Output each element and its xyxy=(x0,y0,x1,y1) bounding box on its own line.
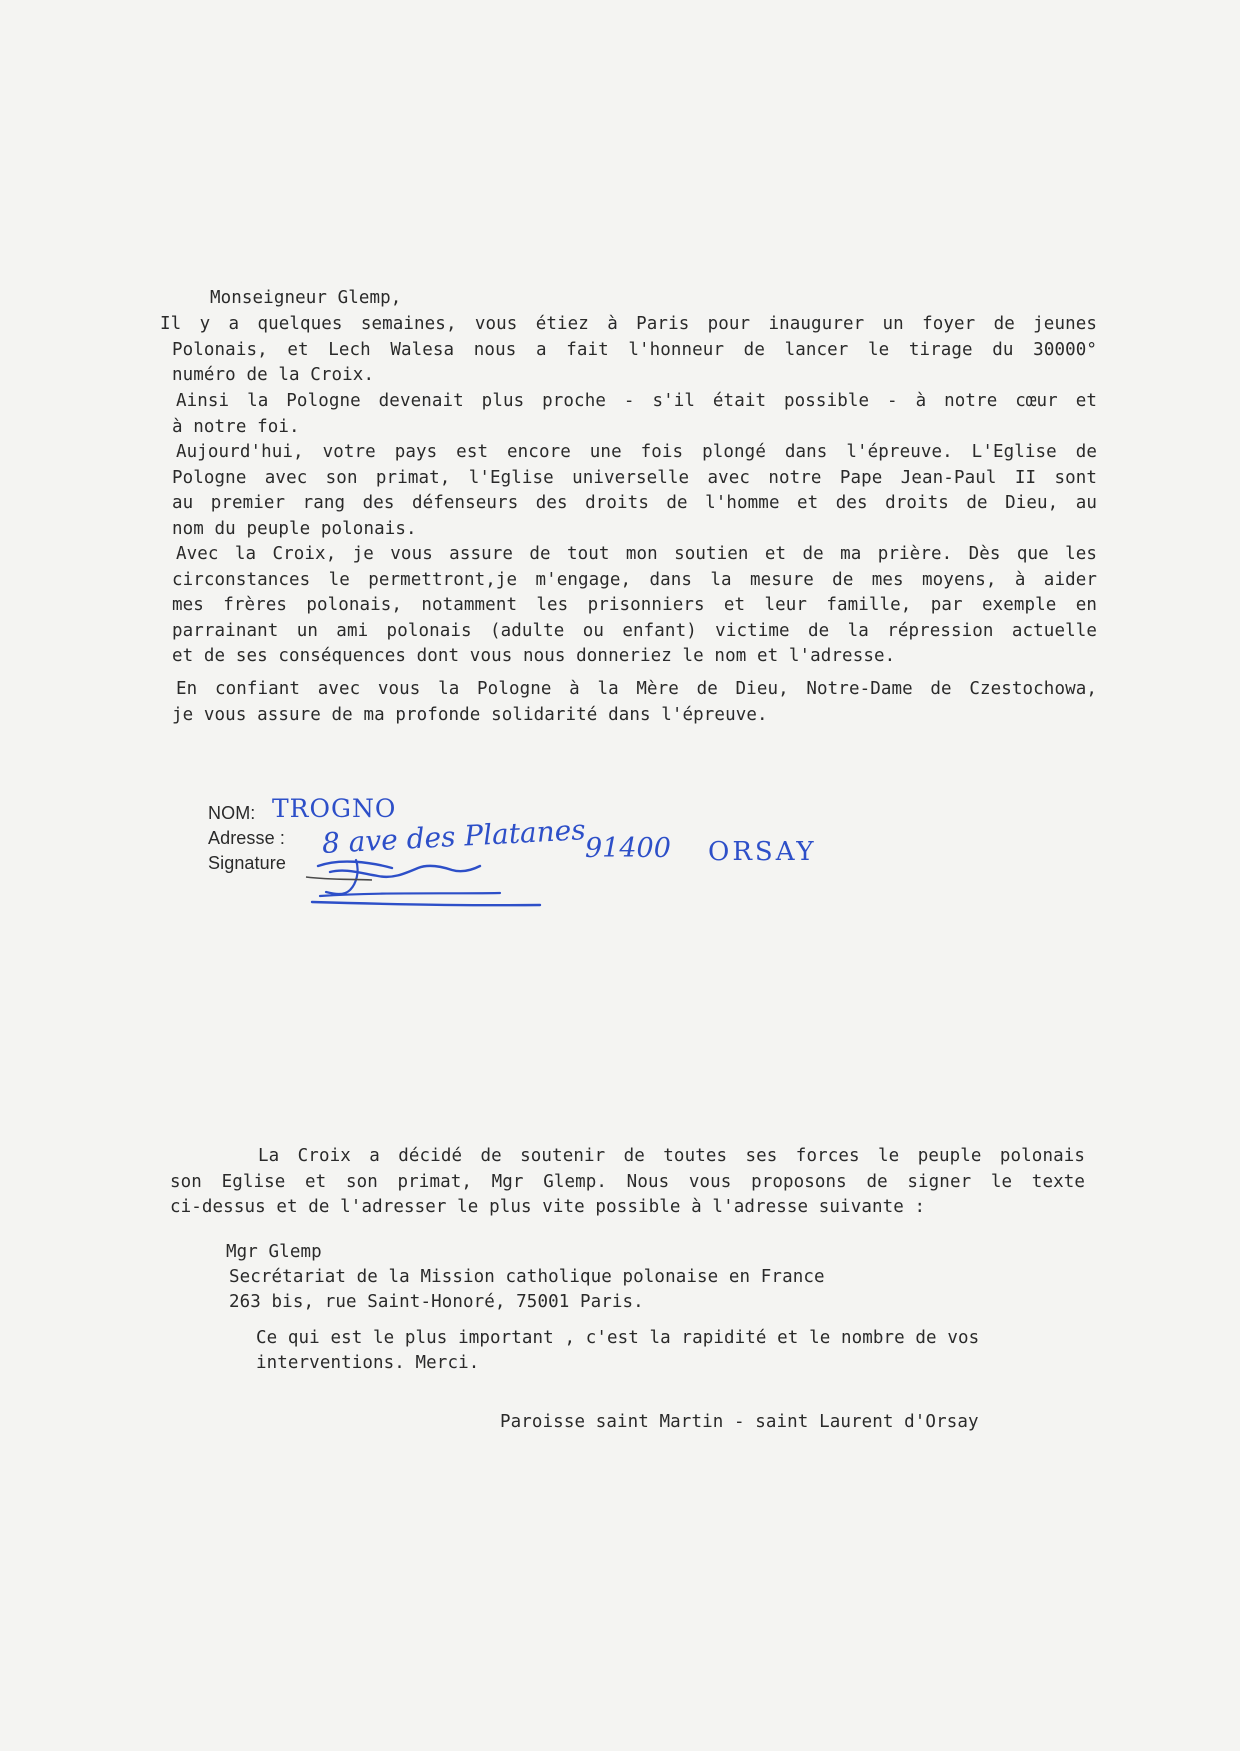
handwritten-city: ORSAY xyxy=(708,837,817,867)
text-line: je vous assure de ma profonde solidarité dans l'épreuve. xyxy=(172,704,768,725)
text-line: En confiant avec vous la Pologne à la Mère de Dieu, Notre-Dame de Czestochowa, xyxy=(176,679,1097,699)
text-line: son Eglise et son primat, Mgr Glemp. Nous vous proposons de signer le texte xyxy=(170,1171,1085,1192)
adresse-label: Adresse : xyxy=(208,828,285,848)
text-line: Ainsi la Pologne devenait plus proche - s'il était possible - à notre cœur et xyxy=(176,391,1097,411)
text-line: parrainant un ami polonais (adulte ou enfant) victime de la répression actuelle xyxy=(172,620,1097,641)
address-line: 263 bis, rue Saint-Honoré, 75001 Paris. xyxy=(229,1292,644,1312)
text-line: nom du peuple polonais. xyxy=(172,518,417,539)
notice-paragraph xyxy=(170,1144,1085,1221)
closing-line: interventions. Merci. xyxy=(256,1353,480,1373)
text-line: Pologne avec son primat, l'Eglise universelle avec notre Pape Jean-Paul II sont xyxy=(172,467,1097,488)
parish-signoff: Paroisse saint Martin - saint Laurent d'Orsay xyxy=(500,1412,979,1432)
text-line: numéro de la Croix. xyxy=(172,365,375,385)
salutation: Monseigneur Glemp, xyxy=(210,288,402,308)
handwritten-nom: TROGNO xyxy=(272,794,397,823)
text-line: Polonais, et Lech Walesa nous a fait l'honneur de lancer le tirage du 30000° xyxy=(172,339,1097,360)
text-line: Il y a quelques semaines, vous étiez à Paris pour inaugurer un foyer de jeunes xyxy=(160,314,1097,334)
handwritten-postcode: 91400 xyxy=(585,833,671,864)
text-line: ci-dessus et de l'adresser le plus vite possible à l'adresse suivante : xyxy=(170,1197,926,1217)
nom-label: NOM: xyxy=(208,803,256,823)
text-line: et de ses conséquences dont vous nous donneriez le nom et l'adresse. xyxy=(172,646,896,666)
text-line: Avec la Croix, je vous assure de tout mon soutien et de ma prière. Dès que les xyxy=(176,544,1097,564)
signature-label: Signature xyxy=(208,853,286,873)
text-line: mes frères polonais, notamment les prisonniers et leur famille, par exemple en xyxy=(172,595,1097,615)
address-recipient: Mgr Glemp xyxy=(226,1242,322,1262)
text-line: au premier rang des défenseurs des droits de l'homme et des droits de Dieu, au xyxy=(172,493,1097,513)
text-line: circonstances le permettront,je m'engage, dans la mesure de mes moyens, à aider xyxy=(172,569,1097,590)
handwritten-adresse: 8 ave des Platanes xyxy=(321,813,587,860)
text-line: La Croix a décidé de soutenir de toutes ses forces le peuple polonais xyxy=(258,1146,1085,1166)
text-line: Aujourd'hui, votre pays est encore une fois plongé dans l'épreuve. L'Eglise de xyxy=(176,442,1097,462)
text-line: à notre foi. xyxy=(172,416,300,437)
address-line: Secrétariat de la Mission catholique polonaise en France xyxy=(229,1267,825,1287)
closing-line: Ce qui est le plus important , c'est la rapidité et le nombre de vos xyxy=(256,1328,980,1348)
